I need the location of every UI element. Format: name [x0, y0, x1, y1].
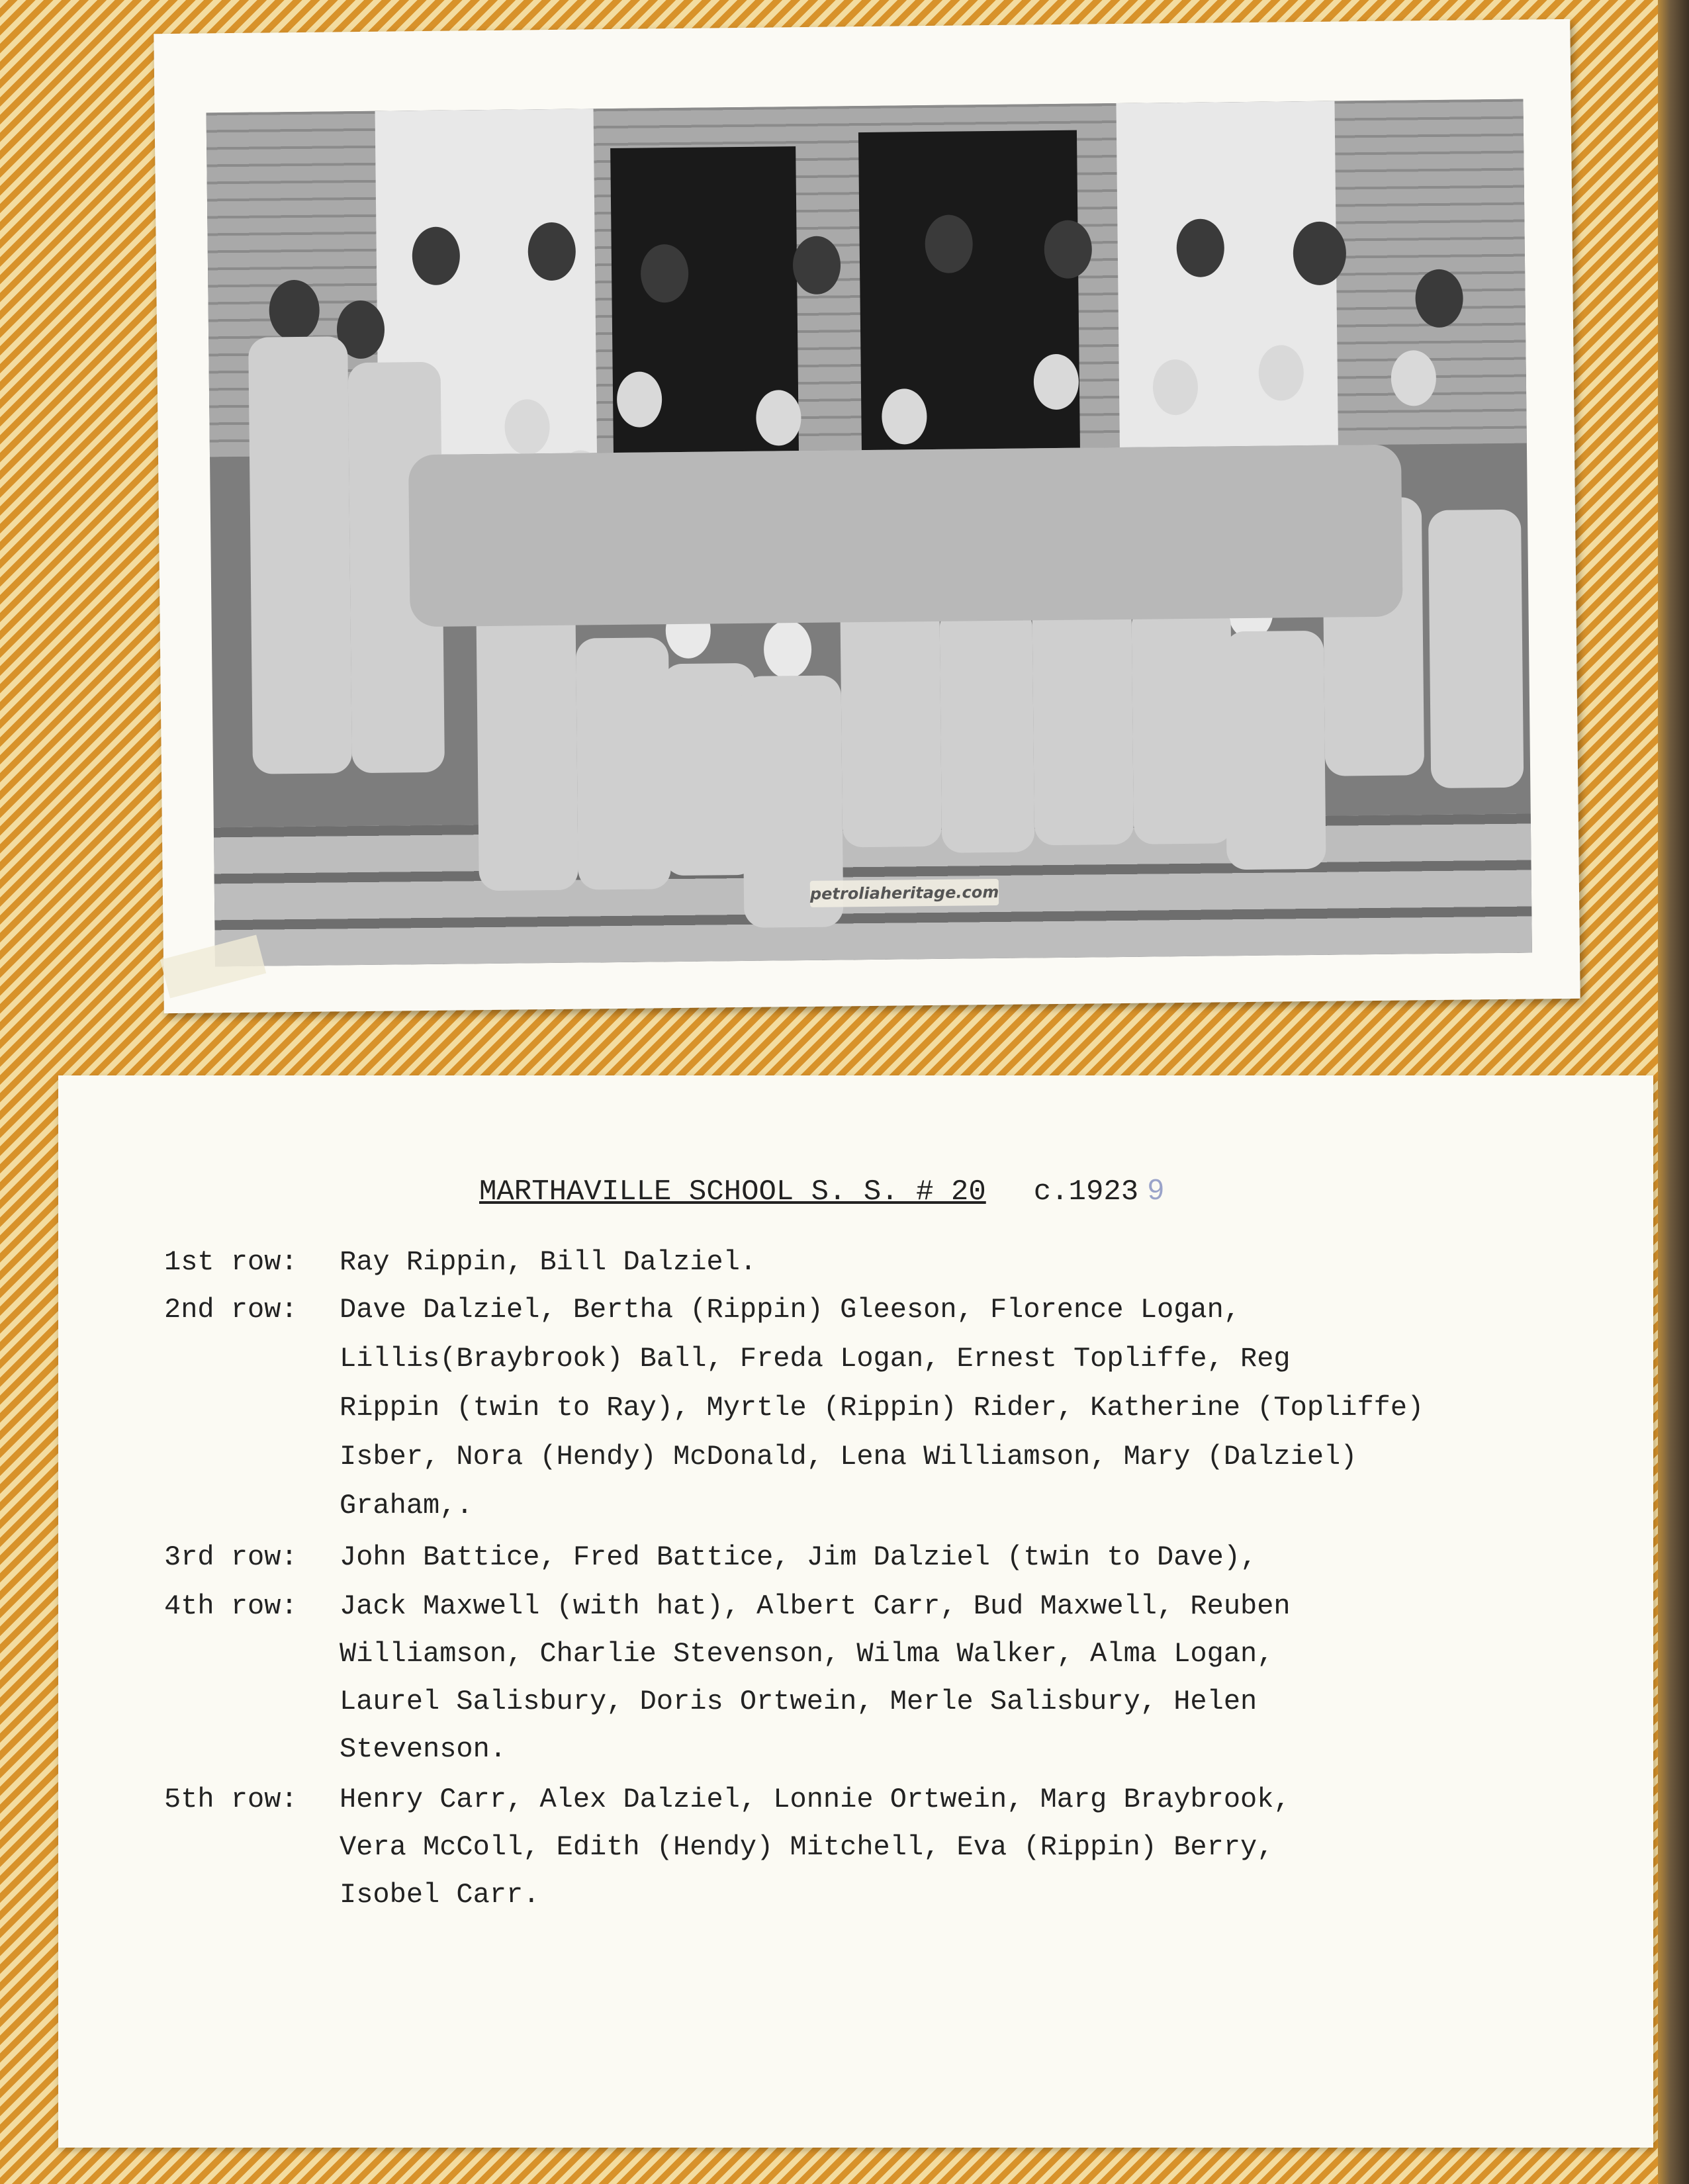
row-names: Graham,.: [340, 1490, 473, 1522]
row-names: Jack Maxwell (with hat), Albert Carr, Bud Maxwell, Reuben: [340, 1590, 1291, 1622]
row-label: 4th row:: [164, 1590, 298, 1622]
row-names: Laurel Salisbury, Doris Ortwein, Merle Salisbury, Helen: [340, 1686, 1257, 1717]
row-names: Henry Carr, Alex Dalziel, Lonnie Ortwein, Marg Braybrook,: [340, 1784, 1291, 1815]
class-photograph: [206, 99, 1532, 967]
caption-title: [479, 1173, 1164, 1208]
row-names: John Battice, Fred Battice, Jim Dalziel (twin to Dave),: [340, 1541, 1257, 1573]
row-names: Stevenson.: [340, 1733, 507, 1765]
row-label: 5th row:: [164, 1784, 298, 1815]
row-label: 2nd row:: [164, 1294, 298, 1326]
watermark-label: petroliaheritage.com: [810, 879, 999, 907]
school-name: MARTHAVILLE SCHOOL S. S. # 20: [479, 1175, 986, 1208]
row-label: 1st row:: [164, 1246, 298, 1278]
students-group: [206, 99, 1532, 967]
row-names: Lillis(Braybrook) Ball, Freda Logan, Ernest Topliffe, Reg: [340, 1343, 1291, 1375]
row-names: Ray Rippin, Bill Dalziel.: [340, 1246, 757, 1278]
photo-date: c.1923: [1033, 1175, 1139, 1208]
row-names: Williamson, Charlie Stevenson, Wilma Walker, Alma Logan,: [340, 1638, 1274, 1670]
row-names: Isber, Nora (Hendy) McDonald, Lena Williamson, Mary (Dalziel): [340, 1441, 1357, 1473]
row-names: Vera McColl, Edith (Hendy) Mitchell, Eva (Rippin) Berry,: [340, 1831, 1274, 1863]
pencil-annotation: 9: [1148, 1173, 1164, 1206]
caption-card: [58, 1075, 1653, 2148]
photo-corner-tape: [160, 934, 266, 998]
row-names: Isobel Carr.: [340, 1879, 540, 1911]
row-names: Rippin (twin to Ray), Myrtle (Rippin) Rider, Katherine (Topliffe): [340, 1392, 1424, 1424]
row-names: Dave Dalziel, Bertha (Rippin) Gleeson, Florence Logan,: [340, 1294, 1241, 1326]
album-page-edge: [1658, 0, 1689, 2184]
row-label: 3rd row:: [164, 1541, 298, 1573]
photo-print: [154, 19, 1580, 1013]
